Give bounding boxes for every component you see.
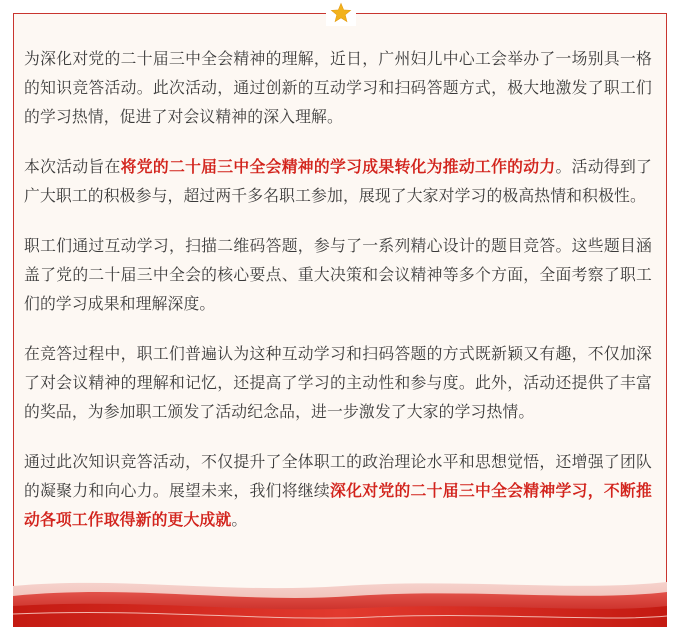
article-body [24, 44, 652, 555]
paragraph-text: 为深化对党的二十届三中全会精神的理解，近日，广州妇儿中心工会举办了一场别具一格的知识竞答活动。此次活动，通过创新的互动学习和扫码答题方式，极大地激发了职工们的学习热情，促进了对会议精神的深入理解。 [24, 49, 652, 126]
paragraph-text: 在竞答过程中，职工们普遍认为这种互动学习和扫码答题的方式既新颖又有趣，不仅加深了对会议精神的理解和记忆，还提高了学习的主动性和参与度。此外，活动还提供了丰富的奖品，为参加职工颁发了活动纪念品，进一步激发了大家的学习热情。 [24, 344, 652, 421]
highlighted-text: 将党的二十届三中全会精神的学习成果转化为推动工作的动力 [120, 157, 556, 176]
paragraph-intro [24, 44, 652, 131]
star-icon [330, 2, 352, 24]
paragraph-text: 。 [231, 510, 248, 529]
highlighted-text: 深化对党的二十届三中全会精神学习，不断推动各项工作取得新的更大成就 [24, 481, 652, 529]
paragraph-conclusion [24, 447, 652, 534]
paragraph-text: 本次活动旨在 [24, 157, 121, 176]
paragraph-goal [24, 152, 652, 210]
paragraph-process [24, 339, 652, 426]
paragraph-text: 通过此次知识竞答活动，不仅提升了全体职工的政治理论水平和思想觉悟，还增强了团队的凝聚力和向心力。展望未来，我们将继续 [24, 452, 652, 500]
paragraph-text: 职工们通过互动学习，扫描二维码答题，参与了一系列精心设计的题目竞答。这些题目涵盖了党的二十届三中全会的核心要点、重大决策和会议精神等多个方面，全面考察了职工们的学习成果和理解深度。 [24, 236, 652, 313]
star-ornament [326, 0, 356, 26]
red-wave-decoration [13, 570, 667, 627]
paragraph-method [24, 231, 652, 318]
paragraph-text: 。活动得到了广大职工的积极参与，超过两千多名职工参加，展现了大家对学习的极高热情和积极性。 [24, 157, 652, 205]
